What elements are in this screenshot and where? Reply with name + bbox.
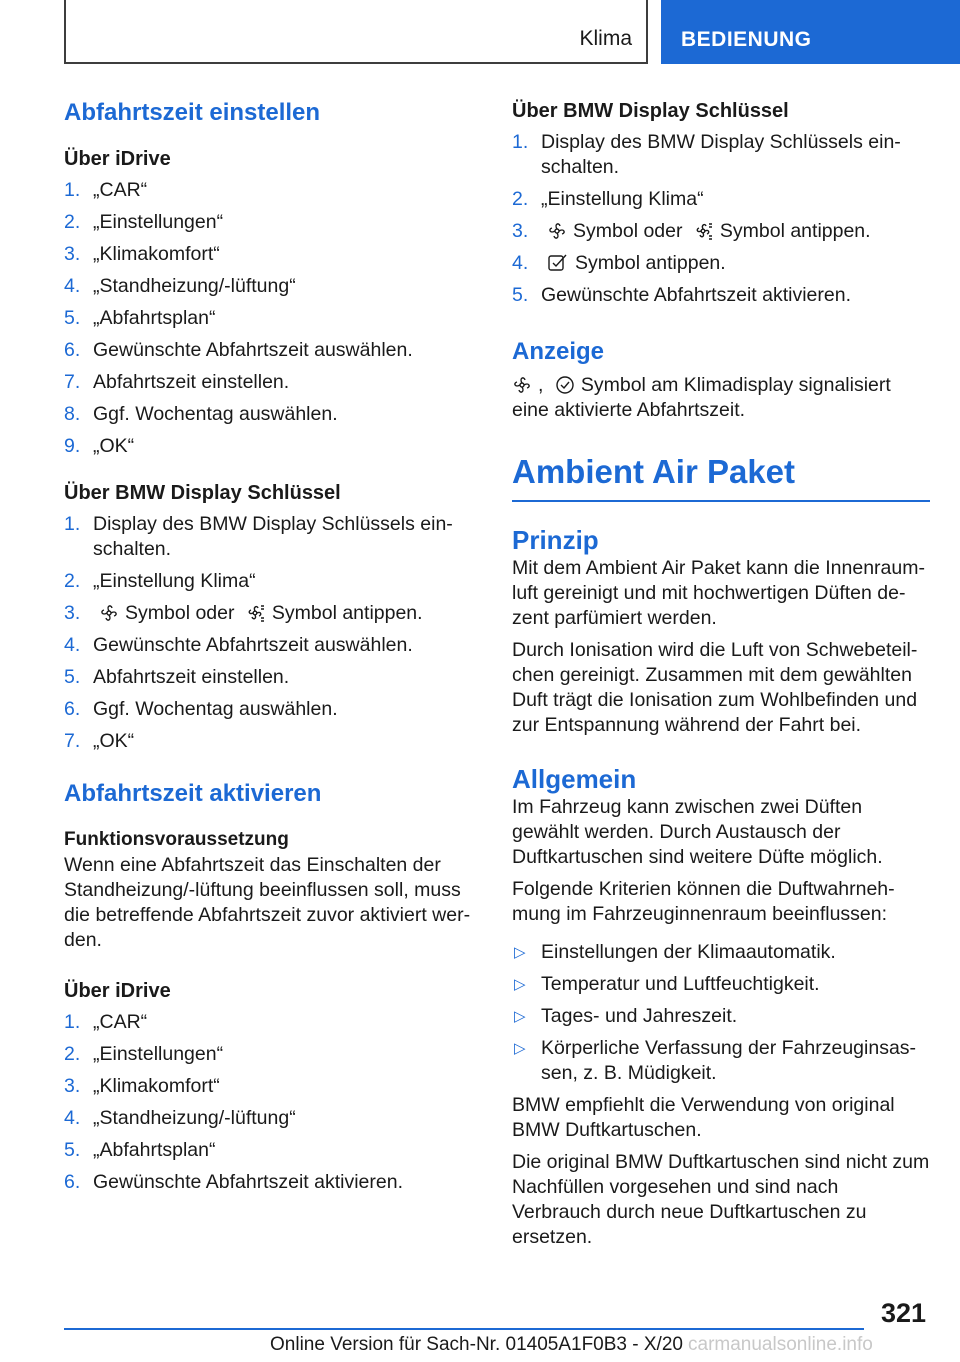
idrive-steps [64, 178, 484, 459]
list-item: ▷ Temperatur und Luftfeuchtigkeit. [514, 973, 820, 995]
list-item: 7. „OK“ [64, 730, 135, 752]
fan-icon [512, 375, 532, 395]
list-item: 4. „Standheizung/-lüftung“ [64, 275, 296, 297]
right-column [512, 98, 930, 1257]
bullet-triangle-icon: ▷ [514, 1040, 526, 1057]
heading-set-departure: Abfahrtszeit einstellen [64, 99, 321, 126]
heading-principle: Prinzip [512, 525, 599, 555]
subheading-display-key-2: Über BMW Display Schlüssel [512, 100, 789, 122]
section-title: Klima [579, 27, 632, 50]
ventilation-icon [694, 221, 714, 241]
left-column [64, 98, 484, 1202]
fan-icon [99, 603, 119, 623]
online-version: Online Version für Sach-Nr. 01405A1F0B3 - X/20 [270, 1334, 683, 1355]
list-item: ▷ Einstellungen der Klimaautomatik. [514, 941, 836, 963]
ventilation-icon [246, 603, 266, 623]
list-item: 1. „CAR“ [64, 179, 148, 201]
display-key-activate-steps [512, 130, 930, 308]
chapter-title: BEDIENUNG [681, 28, 812, 51]
display-text: , Symbol am Klimadisplay signalisiert eine aktivierte Abfahrtszeit. [512, 374, 891, 421]
display-key-steps [64, 512, 484, 754]
list-item: 2. „Einstellungen“ [64, 211, 224, 233]
list-item: 8. Ggf. Wochentag auswählen. [64, 403, 338, 425]
list-item: 4. „Standheizung/-lüftung“ [64, 1107, 296, 1129]
list-item: 5. Abfahrtszeit einstellen. [64, 666, 290, 688]
list-item: 3. Symbol oder Symbol antippen. [64, 602, 423, 624]
bullet-triangle-icon: ▷ [514, 944, 526, 961]
general-paragraph-4: Die original BMW Duftkartuschen sind nicht zum Nachfüllen vorgesehen und sind nach Verbrauch durch neue Duftkartuschen zu ersetzen. [512, 1151, 930, 1248]
general-paragraph-3: BMW empfiehlt die Verwendung von original BMW Duftkartuschen. [512, 1094, 895, 1141]
heading-activate-departure: Abfahrtszeit aktivieren [64, 780, 322, 807]
list-item: 4. Symbol antippen. [512, 252, 726, 274]
list-item: 2. „Einstellungen“ [64, 1043, 224, 1065]
list-item: 1. Display des BMW Display Schlüssels ein-schalten. [512, 131, 901, 178]
prerequisite-text: Wenn eine Abfahrtszeit das Einschalten der Standheizung/-lüftung beeinflussen soll, muss die betreffende Abfahrtszeit zuvor aktiviert wer-den. [64, 854, 471, 951]
footer-divider [64, 1328, 864, 1330]
header-frame [64, 0, 648, 64]
subheading-display-key: Über BMW Display Schlüssel [64, 482, 341, 504]
page-number: 321 [880, 1298, 926, 1328]
list-item: ▷ Körperliche Verfassung der Fahrzeuginsas-sen, z. B. Müdigkeit. [514, 1037, 917, 1084]
list-item: 6. Gewünschte Abfahrtszeit auswählen. [64, 339, 413, 361]
bullet-triangle-icon: ▷ [514, 976, 526, 993]
general-paragraph-2: Folgende Kriterien können die Duftwahrneh-mung im Fahrzeuginnenraum beeinflussen: [512, 878, 895, 925]
list-item: 5. „Abfahrtsplan“ [64, 1139, 216, 1161]
list-item: 5. Gewünschte Abfahrtszeit aktivieren. [512, 284, 851, 306]
general-paragraph-1: Im Fahrzeug kann zwischen zwei Düften gewählt werden. Durch Austausch der Duftkartuschen sind weitere Düfte möglich. [512, 796, 883, 868]
list-item: ▷ Tages- und Jahreszeit. [514, 1005, 738, 1027]
list-item: 3. „Klimakomfort“ [64, 1075, 220, 1097]
idrive-activate-steps [64, 1010, 484, 1195]
list-item: 1. „CAR“ [64, 1011, 148, 1033]
list-item: 7. Abfahrtszeit einstellen. [64, 371, 290, 393]
clock-check-icon [555, 375, 575, 395]
heading-display: Anzeige [512, 338, 605, 365]
checkbox-toggle-icon [547, 253, 569, 273]
subheading-prerequisite: Funktionsvoraussetzung [64, 829, 289, 850]
heading-general: Allgemein [512, 764, 637, 794]
list-item: 9. „OK“ [64, 435, 135, 457]
watermark: carmanualsonline.info [688, 1334, 873, 1355]
list-item: 6. Gewünschte Abfahrtszeit aktivieren. [64, 1171, 403, 1193]
principle-paragraph-1: Mit dem Ambient Air Paket kann die Innenraum-luft gereinigt und mit hochwertigen Düften de-zent parfümiert werden. [512, 557, 925, 629]
list-item: 1. Display des BMW Display Schlüssels ein-schalten. [64, 513, 453, 560]
heading-ambient-air: Ambient Air Paket [512, 452, 930, 502]
criteria-list [512, 940, 930, 1086]
list-item: 3. „Klimakomfort“ [64, 243, 220, 265]
list-item: 2. „Einstellung Klima“ [64, 570, 256, 592]
list-item: 6. Ggf. Wochentag auswählen. [64, 698, 338, 720]
subheading-idrive: Über iDrive [64, 148, 171, 170]
principle-paragraph-2: Durch Ionisation wird die Luft von Schwebeteil-chen gereinigt. Zusammen mit dem gewählten Duft trägt die Ionisation zum Wohlbefinden und zur Entspannung während der Fahrt bei. [512, 639, 918, 736]
fan-icon [547, 221, 567, 241]
list-item: 4. Gewünschte Abfahrtszeit auswählen. [64, 634, 413, 656]
subheading-idrive-2: Über iDrive [64, 980, 171, 1002]
list-item: 3. Symbol oder Symbol antippen. [512, 220, 871, 242]
list-item: 2. „Einstellung Klima“ [512, 188, 704, 210]
list-item: 5. „Abfahrtsplan“ [64, 307, 216, 329]
chapter-tab [661, 0, 960, 64]
bullet-triangle-icon: ▷ [514, 1008, 526, 1025]
